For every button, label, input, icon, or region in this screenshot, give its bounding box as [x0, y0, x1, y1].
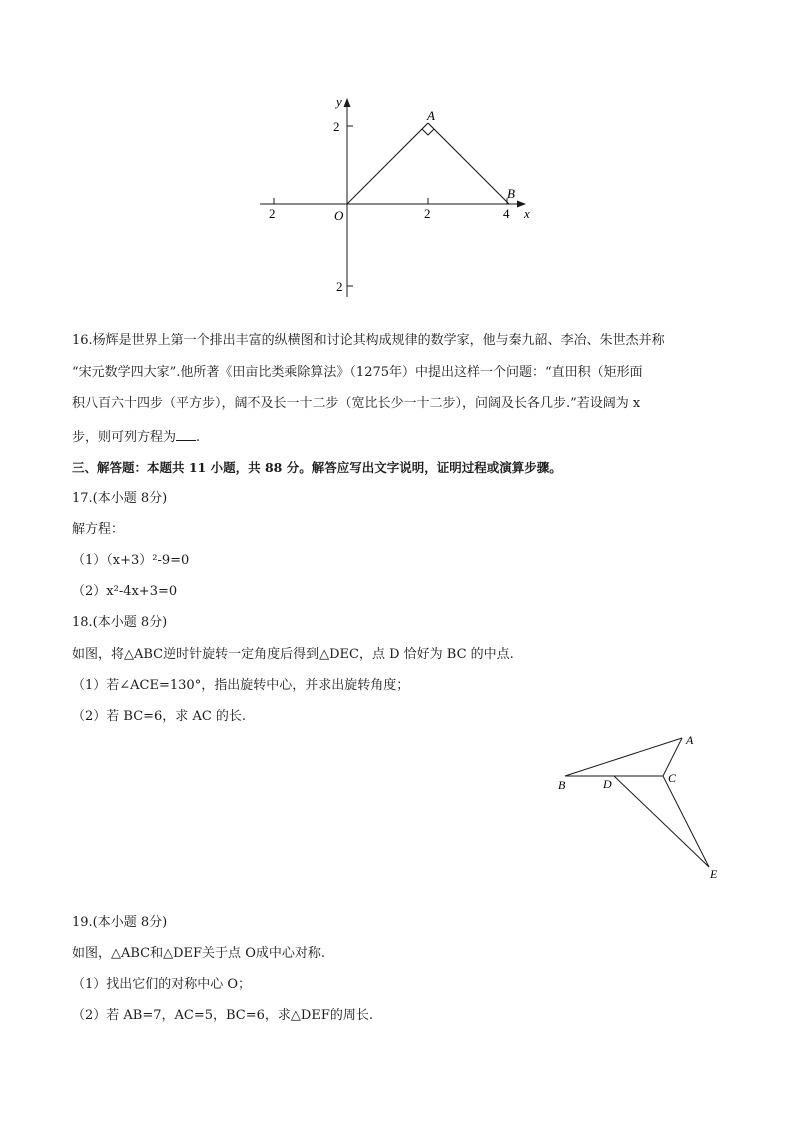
q16-line-3: 积八百六十四步（平方步），阔不及长一十二步（宽比长少一十二步），问阔及长各几步.”若设阔为 x [72, 396, 641, 411]
y-axis-label: y [336, 94, 342, 109]
q18-stem: 如图，将△ABC逆时针旋转一定角度后得到△DEC，点 D 恰好为 BC 的中点. [72, 647, 514, 662]
segment-de [614, 776, 709, 867]
q17-part-2: （2）x²-4x+3=0 [72, 584, 178, 599]
rotation-triangle-figure [550, 730, 730, 885]
label-a: A [686, 733, 694, 747]
y-axis-arrow [344, 98, 351, 107]
point-a-label: A [427, 108, 435, 123]
right-angle-mark [422, 129, 434, 135]
q19-part-2: （2）若 AB=7，AC=5，BC=6，求△DEF的周长. [72, 1008, 373, 1023]
segment-ce [663, 776, 709, 867]
x-axis-label: x [524, 206, 530, 221]
q17-header: 17.(本小题 8分) [72, 491, 168, 506]
segment-ba [565, 738, 682, 776]
tick-label-y-2: 2 [333, 119, 340, 134]
q16-line-1: 16.杨辉是世界上第一个排出丰富的纵横图和讨论其构成规律的数学家，他与秦九韶、李冶、朱世杰并称 [72, 333, 665, 348]
label-d: D [603, 777, 612, 791]
tick-label-x-neg2: 2 [269, 206, 276, 221]
q19-stem: 如图，△ABC和△DEF关于点 O成中心对称. [72, 946, 325, 961]
segment-oa [347, 123, 428, 204]
section-3-heading: 三、解答题：本题共 11 小题，共 88 分。解答应写出文字说明，证明过程或演算步骤。 [72, 460, 562, 475]
q18-header: 18.(本小题 8分) [72, 615, 168, 630]
answer-blank[interactable] [176, 426, 196, 441]
point-b-label: B [507, 186, 515, 201]
tick-label-x-4: 4 [503, 206, 510, 221]
tick-label-x-2: 2 [424, 206, 431, 221]
q17-part-1: （1）（x+3）²-9=0 [72, 553, 190, 568]
q16-line-2: “宋元数学四大家”.他所著《田亩比类乘除算法》（1275年）中提出这样一个问题：“直田积（矩形面 [72, 365, 643, 380]
label-b: B [558, 778, 566, 792]
coordinate-figure [250, 90, 550, 305]
q17-intro: 解方程： [72, 522, 125, 537]
label-e: E [710, 867, 718, 881]
q18-part-2: （2）若 BC=6，求 AC 的长. [72, 709, 247, 724]
q16-line-4-text: 步，则可列方程为 [72, 430, 177, 445]
label-c: C [668, 771, 677, 785]
q18-part-1: （1）若∠ACE=130°，指出旋转中心，并求出旋转角度； [72, 678, 410, 693]
q19-part-1: （1）找出它们的对称中心 O； [72, 977, 252, 992]
tick-label-y-neg2: 2 [336, 279, 343, 294]
segment-ab [428, 123, 509, 204]
q16-line-4 [72, 426, 200, 448]
origin-label: O [334, 208, 344, 223]
q19-header: 19.(本小题 8分) [72, 915, 168, 930]
period: . [196, 430, 201, 445]
